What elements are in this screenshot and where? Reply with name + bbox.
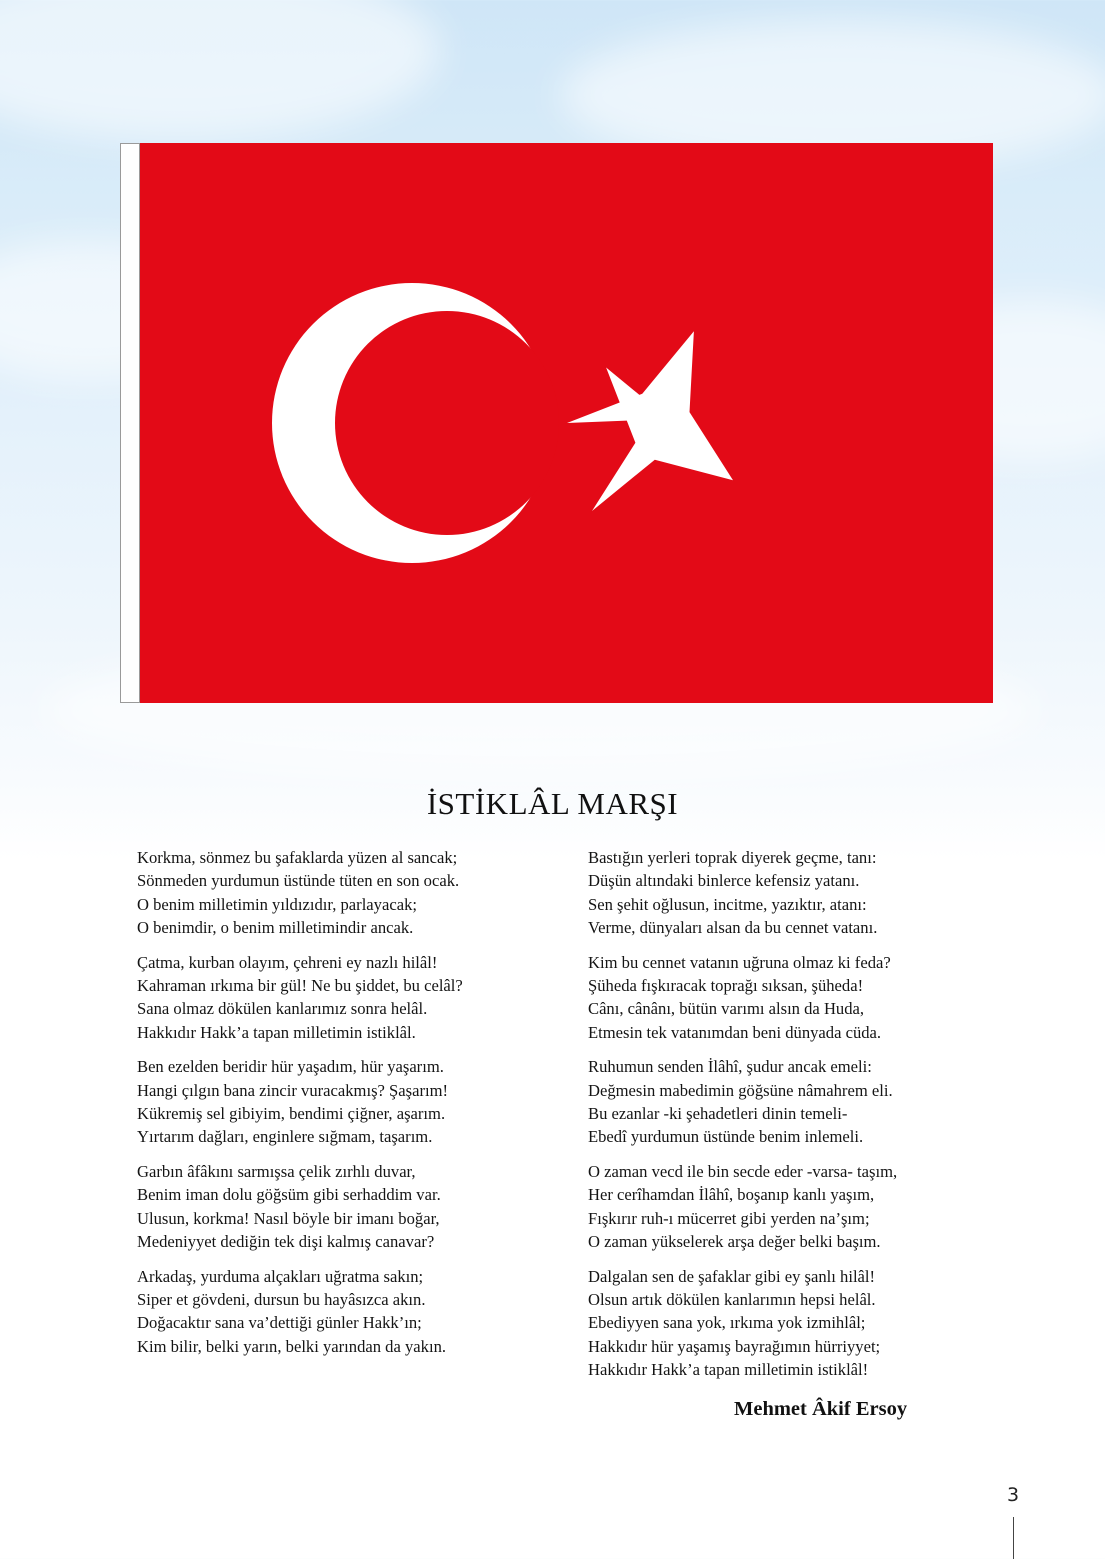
poem-line: Siper et gövdeni, dursun bu hayâsızca akın. (137, 1290, 426, 1310)
crescent-inner-circle (335, 311, 559, 535)
poem-line: Sönmeden yurdumun üstünde tüten en son ocak. (137, 871, 460, 891)
author-name: Mehmet Âkif Ersoy (734, 1398, 908, 1420)
poem-line: Hakkıdır hür yaşamış bayrağımın hürriyyet; (588, 1336, 881, 1356)
poem-line: O benimdir, o benim milletimindir ancak. (137, 917, 414, 937)
poem-line: Ruhumun senden İlâhî, şudur ancak emeli: (588, 1057, 872, 1077)
poem-stanza (137, 1055, 567, 1148)
poem-line: Düşün altındaki binlerce kefensiz yatanı. (588, 871, 860, 891)
poem-right-column (588, 846, 1008, 1393)
poem-stanza (588, 1160, 1008, 1253)
flag-red-field (140, 143, 993, 703)
poem-stanza (588, 1055, 1008, 1148)
poem-line: Çatma, kurban olayım, çehreni ey nazlı hilâl! (137, 952, 438, 972)
poem-line: Olsun artık dökülen kanlarımın hepsi helâl. (588, 1290, 876, 1310)
flag-hoist-strip (120, 143, 140, 703)
poem-line: Ben ezelden beridir hür yaşadım, hür yaşarım. (137, 1057, 444, 1077)
poem-line: Bu ezanlar -ki şehadetleri dinin temeli- (588, 1103, 848, 1123)
sky-cloud (0, 0, 440, 140)
poem-line: Etmesin tek vatanımdan beni dünyada cüda. (588, 1022, 882, 1042)
poem-line: Her cerîhamdan İlâhî, boşanıp kanlı yaşım, (588, 1185, 875, 1205)
poem-line: Kükremiş sel gibiyim, bendimi çiğner, aşarım. (137, 1103, 446, 1123)
poem-line: Doğacaktır sana va’dettiği günler Hakk’ın; (137, 1313, 422, 1333)
poem-stanza (137, 1265, 567, 1358)
poem-line: Hakkıdır Hakk’a tapan milletimin istiklâl. (137, 1022, 416, 1042)
anthem-title: İSTİKLÂL MARŞI (426, 786, 679, 821)
turkish-flag-icon (140, 143, 993, 703)
poem-line: Arkadaş, yurduma alçakları uğratma sakın; (137, 1266, 424, 1286)
poem-line: Benim iman dolu göğsüm gibi serhaddim var. (137, 1185, 441, 1205)
page-number: 3 (1007, 1484, 1020, 1506)
poem-stanza (137, 846, 567, 939)
poem-line: Verme, dünyaları alsan da bu cennet vatanı. (588, 917, 878, 937)
poem-line: Sen şehit oğlusun, incitme, yazıktır, atanı: (588, 894, 867, 914)
poem-stanza (588, 951, 1008, 1044)
poem-line: Ulusun, korkma! Nasıl böyle bir imanı boğar, (137, 1208, 440, 1228)
poem-line: Yırtarım dağları, enginlere sığmam, taşarım. (137, 1127, 433, 1147)
turkish-flag (120, 143, 993, 703)
poem-line: Bastığın yerleri toprak diyerek geçme, tanı: (588, 848, 877, 867)
poem-stanza (588, 846, 1008, 939)
poem-line: O benim milletimin yıldızıdır, parlayacak; (137, 894, 417, 914)
poem-line: Kim bilir, belki yarın, belki yarından da yakın. (137, 1336, 447, 1356)
poem-line: O zaman vecd ile bin secde eder -varsa- taşım, (588, 1162, 898, 1182)
poem-line: Ebedî yurdumun üstünde benim inlemeli. (588, 1127, 864, 1147)
poem-stanza (137, 1160, 567, 1253)
poem-line: Medeniyyet dediğin tek dişi kalmış canavar? (137, 1231, 435, 1251)
page-number-rule (1013, 1517, 1014, 1559)
poem-line: Sana olmaz dökülen kanlarımız sonra helâl. (137, 999, 428, 1019)
poem-line: Korkma, sönmez bu şafaklarda yüzen al sancak; (137, 848, 458, 867)
poem-line: Hangi çılgın bana zincir vuracakmış? Şaşarım! (137, 1080, 449, 1100)
poem-line: Ebediyyen sana yok, ırkıma yok izmihlâl; (588, 1313, 866, 1333)
poem-stanza (137, 951, 567, 1044)
poem-line: Hakkıdır Hakk’a tapan milletimin istiklâl! (588, 1359, 869, 1379)
poem-line: Değmesin mabedimin göğsüne nâmahrem eli. (588, 1080, 893, 1100)
poem-line: Fışkırır ruh-ı mücerret gibi yerden na’şım; (588, 1208, 870, 1228)
poem-line: O zaman yükselerek arşa değer belki başım. (588, 1231, 881, 1251)
poem-line: Kim bu cennet vatanın uğruna olmaz ki feda? (588, 952, 891, 972)
poem-line: Cânı, cânânı, bütün varımı alsın da Huda, (588, 999, 865, 1019)
poem-line: Dalgalan sen de şafaklar gibi ey şanlı hilâl! (588, 1266, 876, 1286)
poem-line: Şüheda fışkıracak toprağı sıksan, şüheda! (588, 975, 864, 995)
poem-line: Garbın âfâkını sarmışsa çelik zırhlı duvar, (137, 1162, 416, 1182)
poem-line: Kahraman ırkıma bir gül! Ne bu şiddet, bu celâl? (137, 975, 463, 995)
poem-left-column (137, 846, 567, 1369)
poem-stanza (588, 1265, 1008, 1381)
